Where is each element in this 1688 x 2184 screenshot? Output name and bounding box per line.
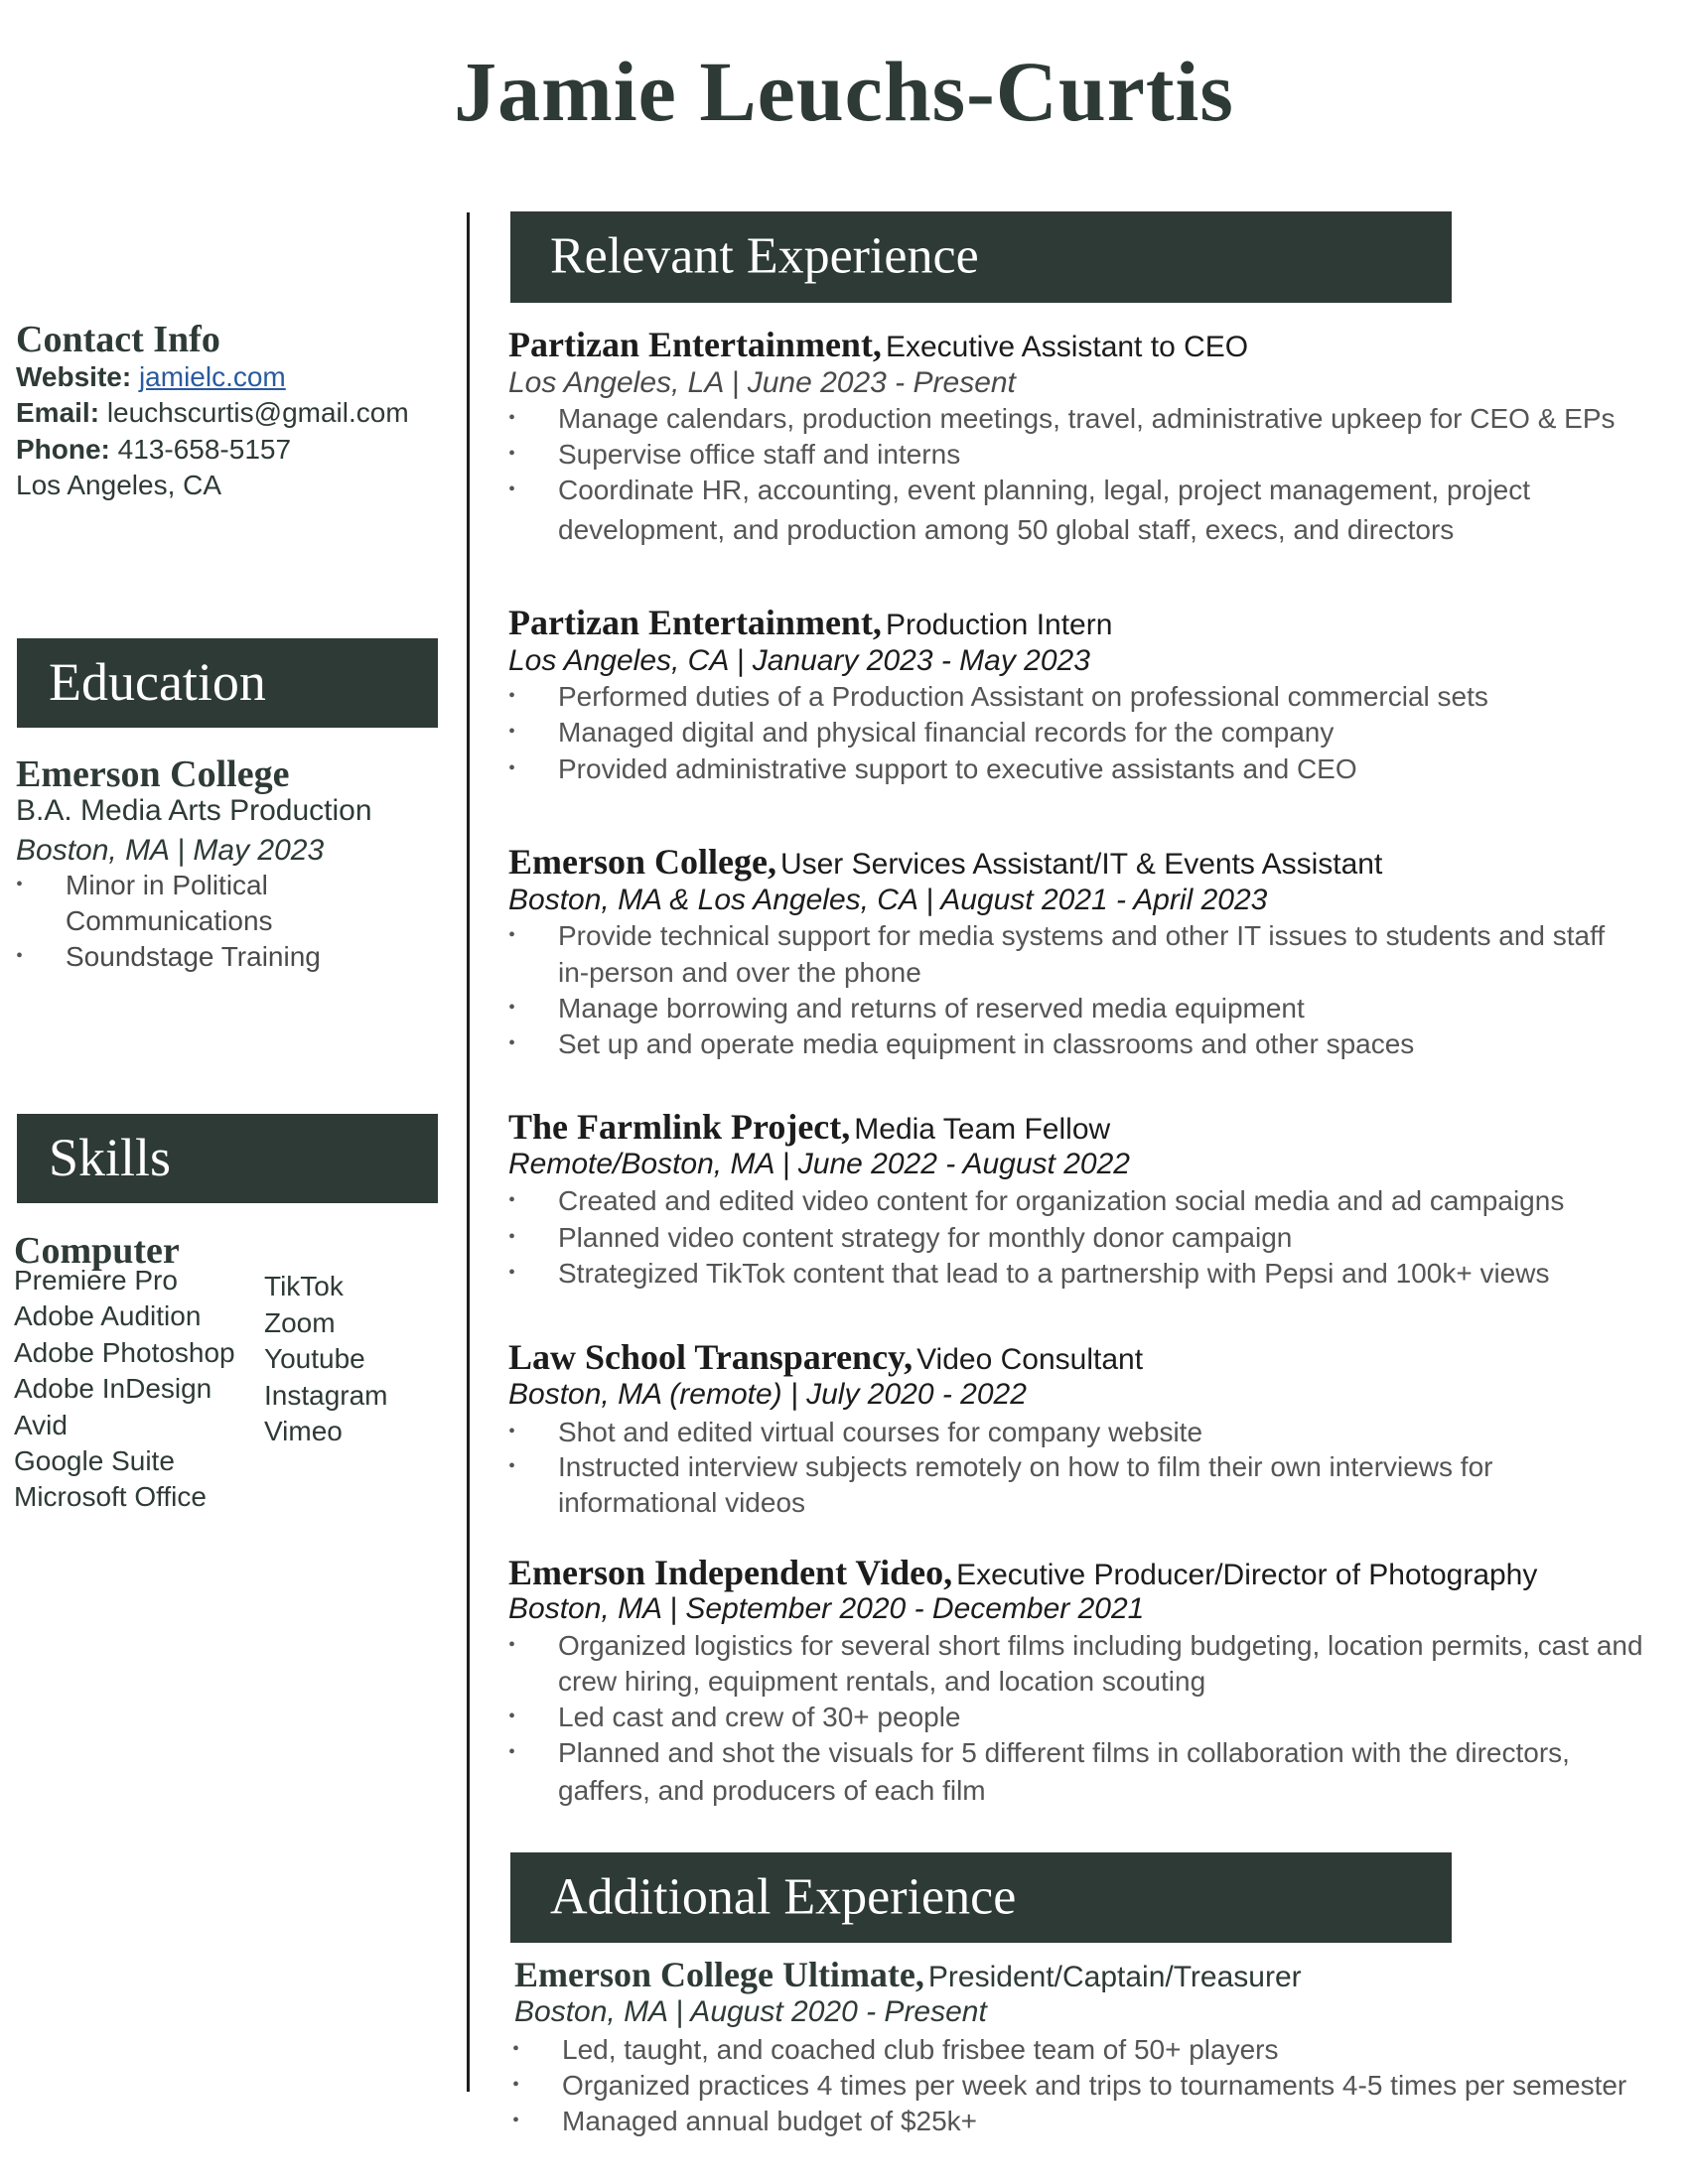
skill-item: Instagram [264,1380,388,1411]
bullet-icon: • [512,2038,520,2060]
website-row [16,361,286,393]
job-loc-date: Remote/Boston, MA | June 2022 - August 2022 [508,1148,1130,1180]
bullet-icon: • [16,945,24,967]
job-bullet: Performed duties of a Production Assistant on professional commercial sets [558,681,1488,712]
job-title-row [508,1336,1143,1378]
job-bullet: Managed digital and physical financial records for the company [558,717,1335,748]
skill-item: Youtube [264,1343,365,1374]
bullet-icon: • [508,1706,516,1727]
bullet-icon: • [512,2110,520,2131]
education-bullet: Minor in Political [66,870,268,900]
job-company: Partizan Entertainment, [508,603,882,642]
job-company: The Farmlink Project, [508,1107,851,1147]
website-label: Website: [16,361,132,392]
bullet-icon: • [508,757,516,779]
bullet-icon: • [512,2074,520,2096]
job-loc-date: Boston, MA & Los Angeles, CA | August 2021 - April 2023 [508,884,1268,916]
relevant-experience-header [510,211,1452,303]
skill-item: Vimeo [264,1416,343,1446]
job-bullet: Instructed interview subjects remotely on how to film their own interviews for [558,1451,1493,1482]
education-heading: Education [49,651,266,712]
job-title-row [514,1954,1302,1995]
job-role: Production Intern [885,609,1113,641]
additional-experience-heading: Additional Experience [550,1867,1017,1925]
job-bullet: Supervise office staff and interns [558,439,961,470]
job-company: Emerson College, [508,842,776,882]
website-link[interactable]: jamielc.com [138,361,286,392]
bullet-icon: • [508,1032,516,1054]
column-divider [467,212,470,2092]
job-bullet: Provide technical support for media systems and other IT issues to students and staff [558,920,1606,951]
bullet-icon: • [16,874,24,895]
job-bullet: Organized logistics for several short films including budgeting, location permits, cast and [558,1630,1643,1661]
skill-item: Google Suite [14,1445,175,1476]
job-company: Law School Transparency, [508,1337,914,1377]
job-loc-date: Los Angeles, LA | June 2023 - Present [508,366,1016,399]
phone-value: 413-658-5157 [117,434,292,465]
skill-item: Adobe Audition [14,1300,202,1331]
job-bullet: Shot and edited virtual courses for company website [558,1417,1203,1447]
job-role: Executive Assistant to CEO [885,331,1249,363]
email-row [16,397,409,429]
phone-row [16,434,291,466]
job-bullet: Planned video content strategy for monthly donor campaign [558,1222,1293,1253]
job-bullet: Provided administrative support to executive assistants and CEO [558,753,1357,784]
job-bullet: Organized practices 4 times per week and trips to tournaments 4-5 times per semester [562,2070,1627,2101]
job-bullet: Led, taught, and coached club frisbee team of 50+ players [562,2034,1279,2065]
email-value: leuchscurtis@gmail.com [106,397,409,428]
education-loc-date: Boston, MA | May 2023 [16,834,325,867]
bullet-icon: • [508,1634,516,1656]
bullet-icon: • [508,1421,516,1442]
job-title-row [508,1552,1537,1593]
skills-category: Computer [14,1230,180,1272]
skill-item: Microsoft Office [14,1481,207,1512]
education-bullet: Soundstage Training [66,941,321,972]
education-section-header [17,638,438,728]
job-bullet: Manage borrowing and returns of reserved media equipment [558,993,1305,1024]
skills-section-header [17,1114,438,1203]
relevant-experience-heading: Relevant Experience [550,227,979,285]
email-label: Email: [16,397,100,428]
bullet-icon: • [508,1741,516,1763]
contact-heading: Contact Info [16,319,220,360]
job-bullet: Led cast and crew of 30+ people [558,1702,961,1732]
bullet-icon: • [508,721,516,743]
skill-item: Adobe InDesign [14,1373,212,1404]
job-title-row [508,841,1382,883]
bullet-icon: • [508,1189,516,1211]
job-role: Media Team Fellow [854,1113,1111,1146]
job-bullet: Created and edited video content for organization social media and ad campaigns [558,1185,1565,1216]
job-company: Partizan Entertainment, [508,325,882,364]
job-bullet-cont: development, and production among 50 global staff, execs, and directors [558,514,1455,545]
job-title-row [508,1106,1110,1148]
bullet-icon: • [508,1262,516,1284]
job-bullet-cont: crew hiring, equipment rentals, and location scouting [558,1666,1206,1697]
job-role: President/Captain/Treasurer [927,1961,1302,1993]
job-bullet: Strategized TikTok content that lead to a partnership with Pepsi and 100k+ views [558,1258,1550,1289]
job-loc-date: Boston, MA | September 2020 - December 2021 [508,1592,1145,1625]
skill-item: TikTok [264,1271,344,1301]
job-bullet-cont: gaffers, and producers of each film [558,1775,986,1806]
phone-label: Phone: [16,434,110,465]
job-bullet-cont: informational videos [558,1487,806,1518]
job-bullet: Planned and shot the visuals for 5 different films in collaboration with the directors, [558,1737,1570,1768]
bullet-icon: • [508,1455,516,1477]
job-bullet-cont: in-person and over the phone [558,957,921,988]
skill-item: Adobe Photoshop [14,1337,235,1368]
skills-heading: Skills [49,1127,172,1187]
job-bullet: Managed annual budget of $25k+ [562,2106,978,2136]
resume-name: Jamie Leuchs-Curtis [454,44,1234,139]
additional-experience-header [510,1852,1452,1943]
skill-item: Avid [14,1410,68,1440]
education-school: Emerson College [16,753,290,795]
location-value: Los Angeles, CA [16,470,222,500]
job-title-row [508,324,1248,365]
job-company: Emerson College Ultimate, [514,1955,924,1994]
bullet-icon: • [508,685,516,707]
skill-item: Zoom [264,1307,336,1338]
job-title-row [508,602,1112,643]
job-role: Executive Producer/Director of Photography [956,1559,1538,1591]
bullet-icon: • [508,997,516,1019]
job-loc-date: Boston, MA | August 2020 - Present [514,1995,987,2028]
skill-item: Premiere Pro [14,1265,178,1296]
bullet-icon: • [508,478,516,500]
job-company: Emerson Independent Video, [508,1553,953,1592]
job-role: Video Consultant [916,1343,1144,1376]
bullet-icon: • [508,407,516,429]
job-loc-date: Boston, MA (remote) | July 2020 - 2022 [508,1378,1027,1411]
bullet-icon: • [508,1226,516,1248]
bullet-icon: • [508,443,516,465]
job-bullet: Manage calendars, production meetings, travel, administrative upkeep for CEO & EPs [558,403,1616,434]
job-loc-date: Los Angeles, CA | January 2023 - May 2023 [508,644,1090,677]
job-role: User Services Assistant/IT & Events Assistant [779,848,1383,881]
bullet-icon: • [508,924,516,946]
job-bullet: Coordinate HR, accounting, event planning, legal, project management, project [558,475,1531,505]
education-bullet-cont: Communications [66,905,273,936]
education-degree: B.A. Media Arts Production [16,794,372,827]
job-bullet: Set up and operate media equipment in classrooms and other spaces [558,1028,1415,1059]
